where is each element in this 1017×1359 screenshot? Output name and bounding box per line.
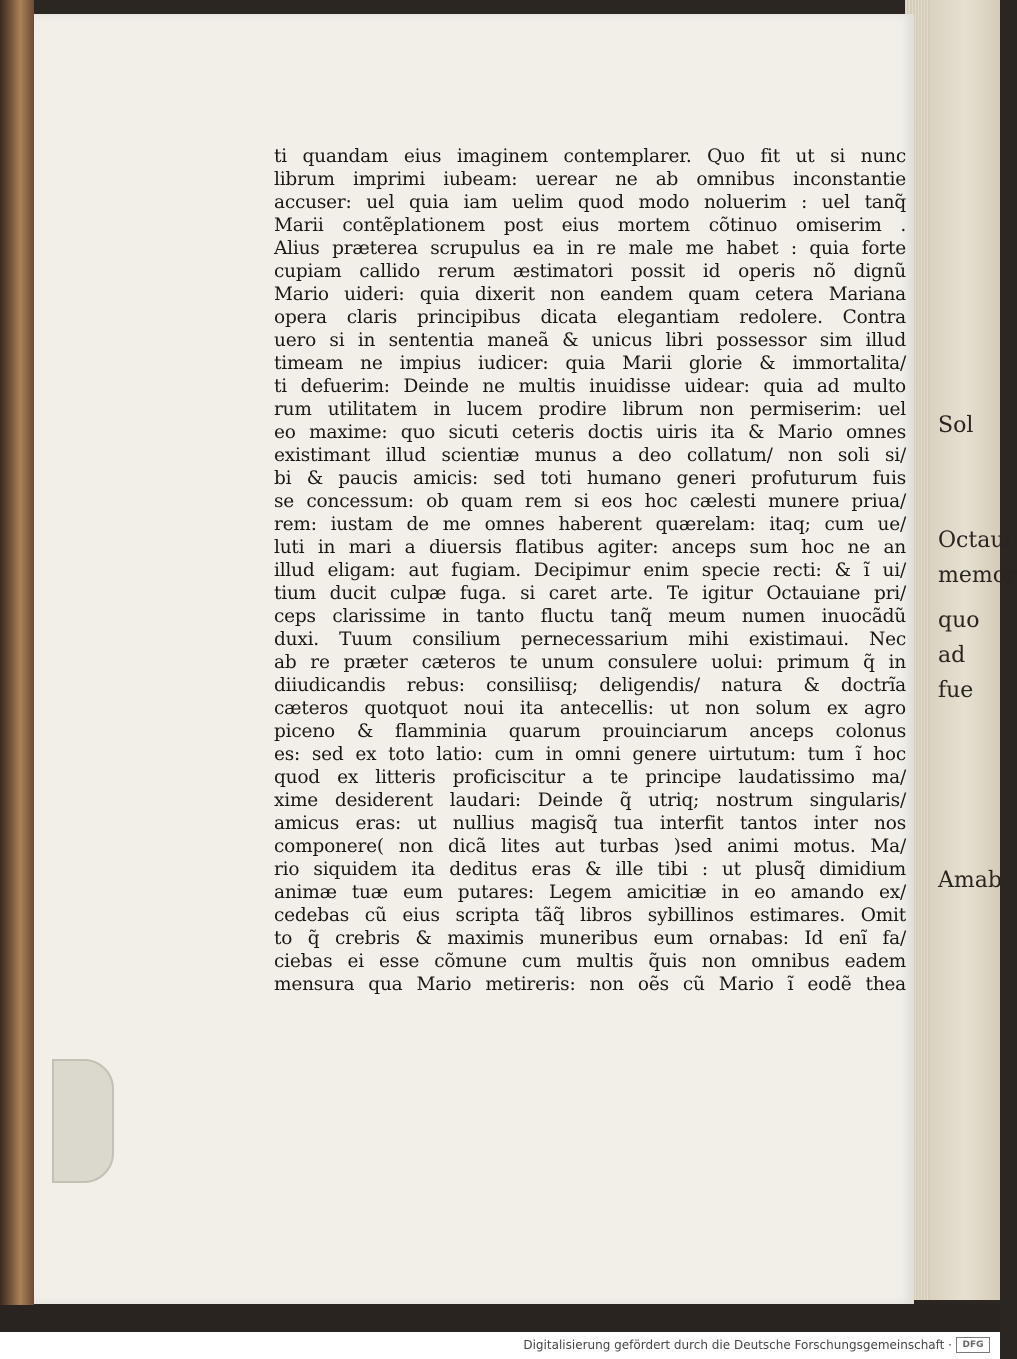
text-line: ti quandam eius imaginem contemplarer. Quo fit ut si nunc bbox=[274, 146, 906, 167]
text-line: duxi. Tuum consilium pernecessarium mihi existimaui. Nec bbox=[274, 629, 906, 650]
text-line: bi & paucis amicis: sed toti humano generi profuturum fuis bbox=[274, 468, 906, 489]
facing-fragment: fue bbox=[938, 678, 974, 703]
text-line: Mario uideri: quia dixerit non eandem quam cetera Mariana bbox=[274, 284, 906, 305]
text-line: existimant illud scientiæ munus a deo collatum/ non soli si/ bbox=[274, 445, 906, 466]
text-line: opera claris principibus dicata elegantiam redolere. Contra bbox=[274, 307, 906, 328]
text-line: rum utilitatem in lucem prodire librum non permiserim: uel bbox=[274, 399, 906, 420]
text-line: Alius præterea scrupulus ea in re male me habet : quia forte bbox=[274, 238, 906, 259]
facing-fragment: Amab bbox=[938, 868, 1002, 893]
text-line: uero si in sententia maneã & unicus libri possessor sim illud bbox=[274, 330, 906, 351]
facing-fragment: memor bbox=[938, 563, 1017, 588]
text-line: to q̃ crebris & maximis muneribus eum ornabas: Id enĩ fa/ bbox=[274, 928, 906, 949]
text-line: xime desiderent laudari: Deinde q̃ utriq; nostrum singularis/ bbox=[274, 790, 906, 811]
facing-page bbox=[930, 0, 1017, 1300]
text-line: piceno & flamminia quarum prouinciarum anceps colonus bbox=[274, 721, 906, 742]
facing-fragment: quo bbox=[938, 608, 980, 633]
text-line: Marii contẽplationem post eius mortem cõtinuo omiserim . bbox=[274, 215, 906, 236]
text-line: quod ex litteris proficiscitur a te principe laudatissimo ma/ bbox=[274, 767, 906, 788]
text-line: eo maxime: quo sicuti ceteris doctis uiris ita & Mario omnes bbox=[274, 422, 906, 443]
text-line: ti defuerim: Deinde ne multis inuidisse uidear: quia ad multo bbox=[274, 376, 906, 397]
text-line: animæ tuæ eum putares: Legem amicitiæ in eo amando ex/ bbox=[274, 882, 906, 903]
text-line: diiudicandis rebus: consiliisq; deligendis/ natura & doctrĩa bbox=[274, 675, 906, 696]
text-line: amicus eras: ut nullius magisq̃ tua interfit tantos inter nos bbox=[274, 813, 906, 834]
footer-credit: Digitalisierung gefördert durch die Deutsche Forschungsgemeinschaft · bbox=[523, 1338, 952, 1352]
text-line: timeam ne impius iudicer: quia Marii glorie & immortalita/ bbox=[274, 353, 906, 374]
text-line: mensura qua Mario metireris: non oẽs cũ Mario ĩ eodẽ thea bbox=[274, 974, 906, 995]
facing-fragment: ad bbox=[938, 643, 966, 668]
incunable-text-block bbox=[274, 145, 906, 996]
text-line: cupiam callido rerum æstimatori possit id operis nõ dignũ bbox=[274, 261, 906, 282]
book-binding-left bbox=[0, 0, 34, 1359]
text-line: ceps clarissime in tanto fluctu tanq̃ meum numen inuocãdũ bbox=[274, 606, 906, 627]
text-line: es: sed ex toto latio: cum in omni genere uirtutum: tum ĩ hoc bbox=[274, 744, 906, 765]
text-line: rio siquidem ita deditus eras & ille tibi : ut plusq̃ dimidium bbox=[274, 859, 906, 880]
text-line: luti in mari a diuersis flatibus agiter: anceps sum hoc ne an bbox=[274, 537, 906, 558]
text-line: rem: iustam de me omnes haberent quærelam: itaq; cum ue/ bbox=[274, 514, 906, 535]
text-line: librum imprimi iubeam: uerear ne ab omnibus inconstantie bbox=[274, 169, 906, 190]
text-line: se concessum: ob quam rem si eos hoc cælesti munere priua/ bbox=[274, 491, 906, 512]
facing-fragment: Sol bbox=[938, 413, 974, 438]
page-clip-tab bbox=[52, 1059, 114, 1183]
text-line: cæteros quotquot noui ita antecellis: ut non solum ex agro bbox=[274, 698, 906, 719]
dfg-logo-icon: DFG bbox=[956, 1337, 990, 1353]
text-line: componere( non dicã lites aut turbas )sed animi motus. Ma/ bbox=[274, 836, 906, 857]
text-line: illud eligam: aut fugiam. Decipimur enim specie recti: & ĩ ui/ bbox=[274, 560, 906, 581]
text-line: ciebas ei esse cõmune cum multis q̃uis non omnibus eadem bbox=[274, 951, 906, 972]
facing-fragment: Octaui bbox=[938, 528, 1012, 553]
text-line: ab re præter cæteros te unum consulere uolui: primum q̃ in bbox=[274, 652, 906, 673]
text-line: cedebas cũ eius scripta tãq̃ libros sybillinos estimares. Omit bbox=[274, 905, 906, 926]
text-line: accuser: uel quia iam uelim quod modo noluerim : uel tanq̃ bbox=[274, 192, 906, 213]
text-line: tium ducit culpæ fuga. si caret arte. Te igitur Octauiane pri/ bbox=[274, 583, 906, 604]
